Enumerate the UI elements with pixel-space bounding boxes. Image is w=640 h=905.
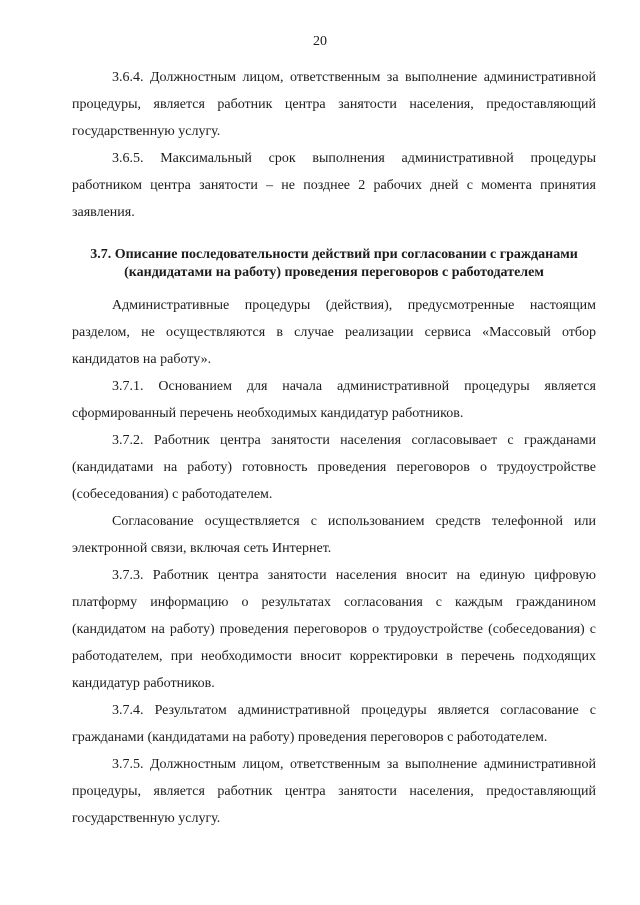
page-number: 20 (313, 34, 327, 49)
document-body (72, 64, 596, 832)
paragraph-3-7-3: 3.7.3. Работник центра занятости населения вносит на единую цифровую платформу информацию о результатах согласования с каждым гражданином (кандидатом на работу) проведения переговоров о трудоустройстве (собеседования) с работодателем, при необходимости вносит корректировки в перечень подходящих кандидатур работников. (72, 568, 596, 691)
paragraph-3-7-5: 3.7.5. Должностным лицом, ответственным за выполнение административной процедуры, является работник центра занятости населения, предоставляющий государственную услугу. (72, 757, 596, 826)
paragraph-3-7-1: 3.7.1. Основанием для начала административной процедуры является сформированный перечень необходимых кандидатур работников. (72, 379, 596, 421)
paragraph-3-7-2: 3.7.2. Работник центра занятости населения согласовывает с гражданами (кандидатами на работу) готовность проведения переговоров о трудоустройстве (собеседования) с работодателем. (72, 433, 596, 502)
paragraph-3-6-4: 3.6.4. Должностным лицом, ответственным за выполнение административной процедуры, является работник центра занятости населения, предоставляющий государственную услугу. (72, 70, 596, 139)
paragraph-agreement-means: Согласование осуществляется с использованием средств телефонной или электронной связи, включая сеть Интернет. (72, 514, 596, 556)
paragraph-3-6-5: 3.6.5. Максимальный срок выполнения административной процедуры работником центра занятости – не позднее 2 рабочих дней с момента принятия заявления. (72, 151, 596, 220)
section-heading-3-7: 3.7. Описание последовательности действий при согласовании с гражданами (кандидатами на работу) проведения переговоров с работодателем (90, 247, 578, 280)
paragraph-intro: Административные процедуры (действия), предусмотренные настоящим разделом, не осуществляются в случае реализации сервиса «Массовый отбор кандидатов на работу». (72, 298, 596, 367)
paragraph-3-7-4: 3.7.4. Результатом административной процедуры является согласование с гражданами (кандидатами на работу) проведения переговоров с работодателем. (72, 703, 596, 745)
